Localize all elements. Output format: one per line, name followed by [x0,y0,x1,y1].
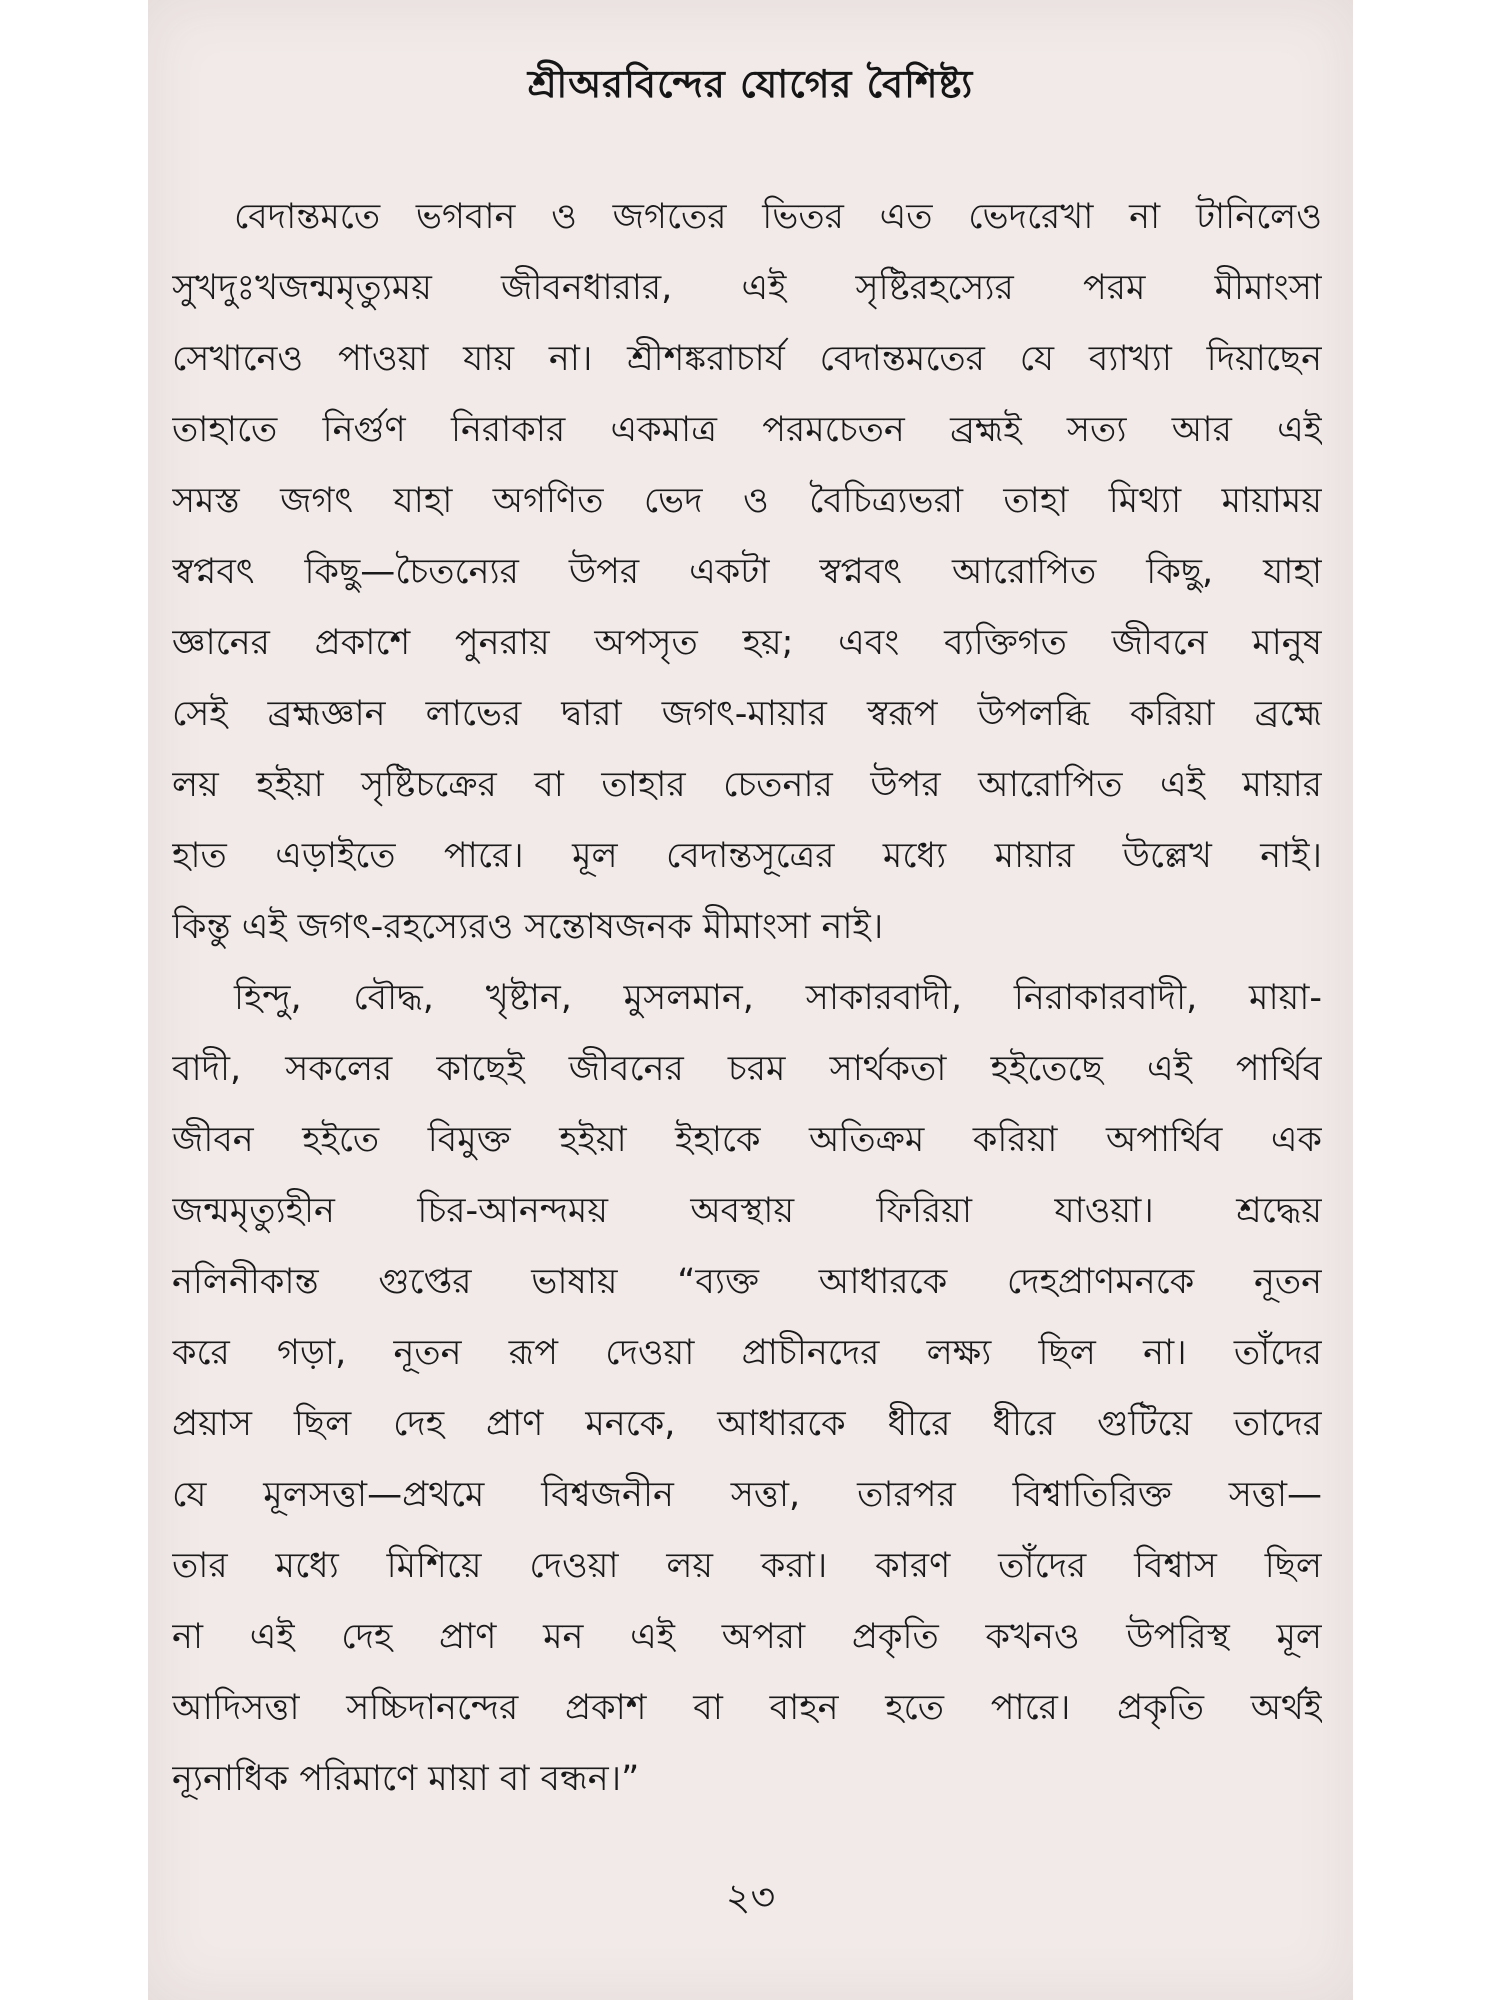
text-line: বেদান্তমতে ভগবান ও জগতের ভিতর এত ভেদরেখা না টানিলেও [234,197,1322,237]
text-line: সেই ব্রহ্মজ্ঞান লাভের দ্বারা জগৎ-মায়ার স্বরূপ উপলব্ধি করিয়া ব্রহ্মে [172,694,1322,734]
text-line: না এই দেহ প্রাণ মন এই অপরা প্রকৃতি কখনও উপরিস্থ মূল [172,1617,1322,1657]
text-line: নলিনীকান্ত গুপ্তের ভাষায় “ব্যক্ত আধারকে দেহপ্রাণমনকে নূতন [172,1262,1322,1302]
text-line: কিন্তু এই জগৎ-রহস্যেরও সন্তোষজনক মীমাংসা নাই। [172,907,884,947]
text-line: লয় হইয়া সৃষ্টিচক্রের বা তাহার চেতনার উপর আরোপিত এই মায়ার [172,765,1322,805]
body-text [172,182,1322,1815]
text-line: প্রয়াস ছিল দেহ প্রাণ মনকে, আধারকে ধীরে ধীরে গুটিয়ে তাদের [172,1404,1322,1444]
text-line: সেখানেও পাওয়া যায় না। শ্রীশঙ্করাচার্য বেদান্তমতের যে ব্যাখ্যা দিয়াছেন [172,339,1322,379]
text-line: তাহাতে নির্গুণ নিরাকার একমাত্র পরমচেতন ব্রহ্মই সত্য আর এই [172,410,1322,450]
text-line: আদিসত্তা সচ্চিদানন্দের প্রকাশ বা বাহন হতে পারে। প্রকৃতি অর্থই [172,1688,1322,1728]
text-line: হিন্দু, বৌদ্ধ, খৃষ্টান, মুসলমান, সাকারবাদী, নিরাকারবাদী, মায়া- [234,978,1322,1018]
text-line: সমস্ত জগৎ যাহা অগণিত ভেদ ও বৈচিত্র্যভরা তাহা মিথ্যা মায়াময় [172,481,1322,521]
page-number: ২৩ [725,1875,776,1919]
text-line: সুখদুঃখজন্মমৃত্যুময় জীবনধারার, এই সৃষ্টিরহস্যের পরম মীমাংসা [172,268,1322,308]
text-line: জন্মমৃত্যুহীন চির-আনন্দময় অবস্থায় ফিরিয়া যাওয়া। শ্রদ্ধেয় [172,1191,1322,1231]
page-title: শ্রীঅরবিন্দের যোগের বৈশিষ্ট্য [527,62,974,106]
text-line: স্বপ্নবৎ কিছু—চৈতন্যের উপর একটা স্বপ্নবৎ আরোপিত কিছু, যাহা [172,552,1322,592]
text-line: হাত এড়াইতে পারে। মূল বেদান্তসূত্রের মধ্যে মায়ার উল্লেখ নাই। [172,836,1322,876]
book-page [148,0,1353,2000]
text-line: জ্ঞানের প্রকাশে পুনরায় অপসৃত হয়; এবং ব্যক্তিগত জীবনে মানুষ [172,623,1322,663]
text-line: যে মূলসত্তা—প্রথমে বিশ্বজনীন সত্তা, তারপর বিশ্বাতিরিক্ত সত্তা— [172,1475,1322,1515]
text-line: ন্যূনাধিক পরিমাণে মায়া বা বন্ধন।” [172,1759,640,1799]
text-line: বাদী, সকলের কাছেই জীবনের চরম সার্থকতা হইতেছে এই পার্থিব [172,1049,1322,1089]
text-line: তার মধ্যে মিশিয়ে দেওয়া লয় করা। কারণ তাঁদের বিশ্বাস ছিল [172,1546,1322,1586]
text-line: জীবন হইতে বিমুক্ত হইয়া ইহাকে অতিক্রম করিয়া অপার্থিব এক [172,1120,1322,1160]
text-line: করে গড়া, নূতন রূপ দেওয়া প্রাচীনদের লক্ষ্য ছিল না। তাঁদের [172,1333,1322,1373]
